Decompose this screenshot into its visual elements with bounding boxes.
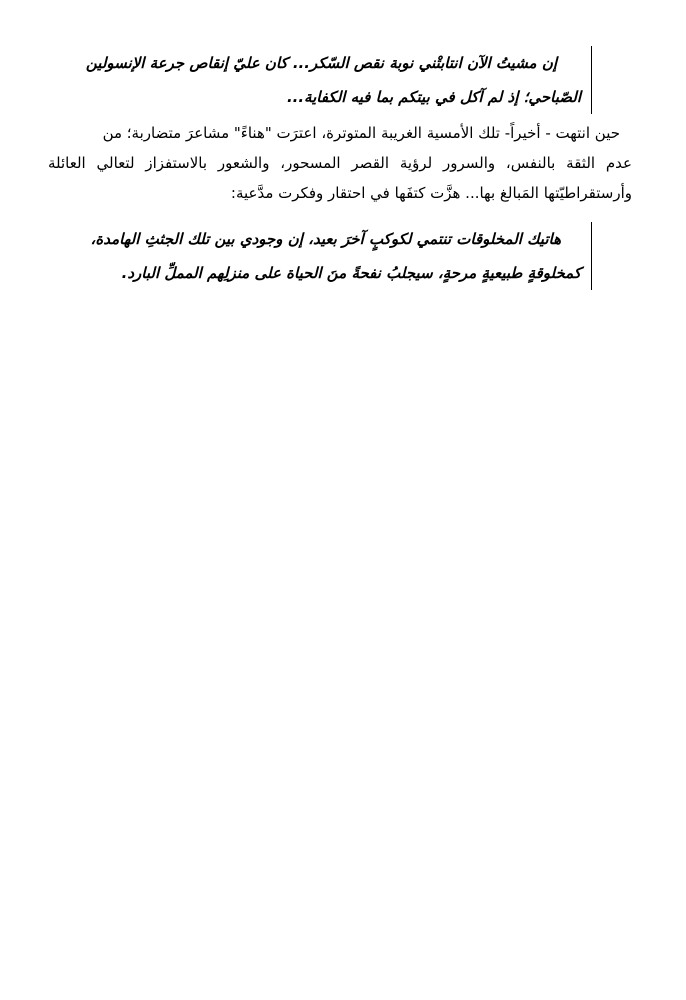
quote-1-line-2: الصّباحي؛ إذ لم آكل في بيتكم بما فيه الكفاية...: [286, 88, 581, 106]
body-paragraph: [48, 118, 632, 208]
paragraph-line-1: حين انتهت - أخيراً- تلك الأمسية الغريبة المتوترة، اعترَت "هناءً" مشاعرَ متضاربة؛ من: [102, 124, 620, 142]
quote-2-line-2: كمخلوقةٍ طبيعيةٍ مرحةٍ، سيجلبُ نفحةً منَ الحياة على منزلِهم المملِّ البارد.: [121, 264, 581, 282]
paragraph-line-2: عدم الثقة بالنفس، والسرور لرؤية القصر المسحور، والشعور بالاستفزاز لتعالي العائلة: [48, 154, 632, 172]
quote-block-2: [30, 222, 592, 290]
quote-1-line-1: إن مشيتُ الآن انتابتْني نوبة نقص السّكر... كان عليّ إنقاص جرعة الإنسولين: [85, 54, 557, 72]
quote-2-line-1: هاتيك المخلوقات تنتمي لكوكبٍ آخرَ بعيد، إن وجودي بين تلك الجثثِ الهامدة،: [90, 230, 561, 248]
paragraph-line-3: وأرستقراطيّتها المَبالغ بها... هزَّت كتفَها في احتقار وفكرت مدَّعية:: [230, 184, 632, 202]
quote-block-1: [30, 46, 592, 114]
